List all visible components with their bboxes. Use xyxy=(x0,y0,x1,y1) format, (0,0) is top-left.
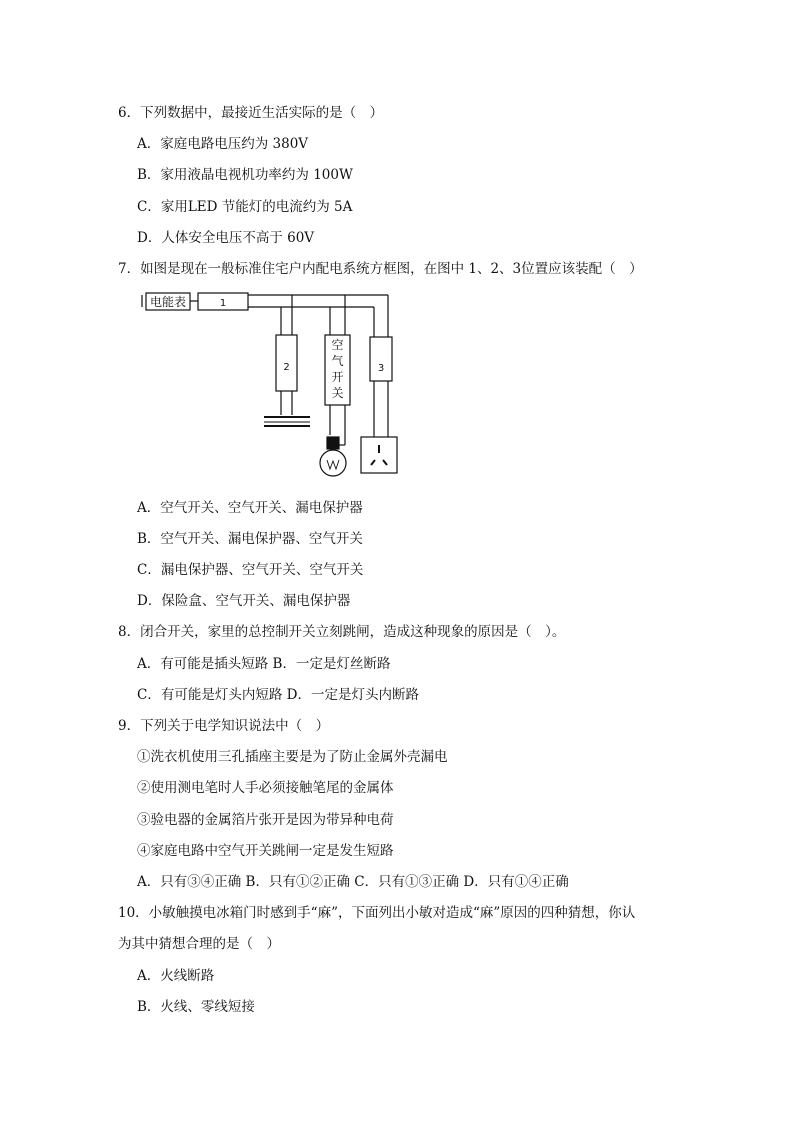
switch-char-4: 关 xyxy=(331,386,344,400)
q7-stem: 7．如图是现在一般标准住宅户内配电系统方框图，在图中 1、2、3位置应该装配（ ） xyxy=(118,261,643,277)
q8-stem: 8．闭合开关，家里的总控制开关立刻跳闸，造成这种现象的原因是（ ）。 xyxy=(118,624,566,640)
q7-option-c: C．漏电保护器、空气开关、空气开关 xyxy=(137,562,364,578)
box-3-label: 3 xyxy=(377,363,385,374)
q8-options-ab: A．有可能是插头短路 B．一定是灯丝断路 xyxy=(137,656,391,672)
q7-option-b: B．空气开关、漏电保护器、空气开关 xyxy=(137,531,363,547)
switch-char-1: 空 xyxy=(331,338,344,352)
switch-char-2: 气 xyxy=(331,354,344,368)
q6-option-b: B．家用液晶电视机功率约为 100W xyxy=(137,167,353,183)
q8-options-cd: C．有可能是灯头内短路 D．一定是灯头内断路 xyxy=(137,687,419,703)
q7-option-d: D．保险盒、空气开关、漏电保护器 xyxy=(137,593,351,609)
q9-statement-4: ④家庭电路中空气开关跳闸一定是发生短路 xyxy=(137,843,394,859)
q10-option-b: B．火线、零线短接 xyxy=(137,999,255,1015)
switch-char-3: 开 xyxy=(331,370,344,384)
q9-statement-3: ③验电器的金属箔片张开是因为带异种电荷 xyxy=(137,812,394,828)
socket-icon xyxy=(361,437,397,473)
bulb-icon xyxy=(320,437,346,476)
q6-option-d: D．人体安全电压不高于 60V xyxy=(137,230,315,246)
box-2-label: 2 xyxy=(283,362,290,373)
q7-option-a: A．空气开关、空气开关、漏电保护器 xyxy=(137,500,363,516)
q10-stem-line1: 10．小敏触摸电冰箱门时感到手“麻”，下面列出小敏对造成“麻”原因的四种猜想，你认 xyxy=(118,905,636,921)
q9-options: A．只有③④正确 B．只有①②正确 C．只有①③正确 D．只有①④正确 xyxy=(137,874,569,890)
distribution-circuit-diagram xyxy=(138,285,408,485)
meter-label: 电能表 xyxy=(149,295,187,309)
box-3 xyxy=(370,337,392,381)
q10-option-a: A．火线断路 xyxy=(137,968,215,984)
q10-stem-line2: 为其中猜想合理的是（ ） xyxy=(118,936,280,952)
q6-option-a: A．家庭电路电压约为 380V xyxy=(137,136,309,152)
box-1-label: 1 xyxy=(219,298,227,309)
q9-stem: 9．下列关于电学知识说法中（ ） xyxy=(118,718,330,734)
q9-statement-2: ②使用测电笔时人手必须接触笔尾的金属体 xyxy=(137,780,394,796)
q6-option-c: C．家用LED 节能灯的电流约为 5A xyxy=(137,199,353,215)
q6-stem: 6．下列数据中，最接近生活实际的是（ ） xyxy=(118,105,384,121)
q9-statement-1: ①洗衣机使用三孔插座主要是为了防止金属外壳漏电 xyxy=(137,749,448,765)
